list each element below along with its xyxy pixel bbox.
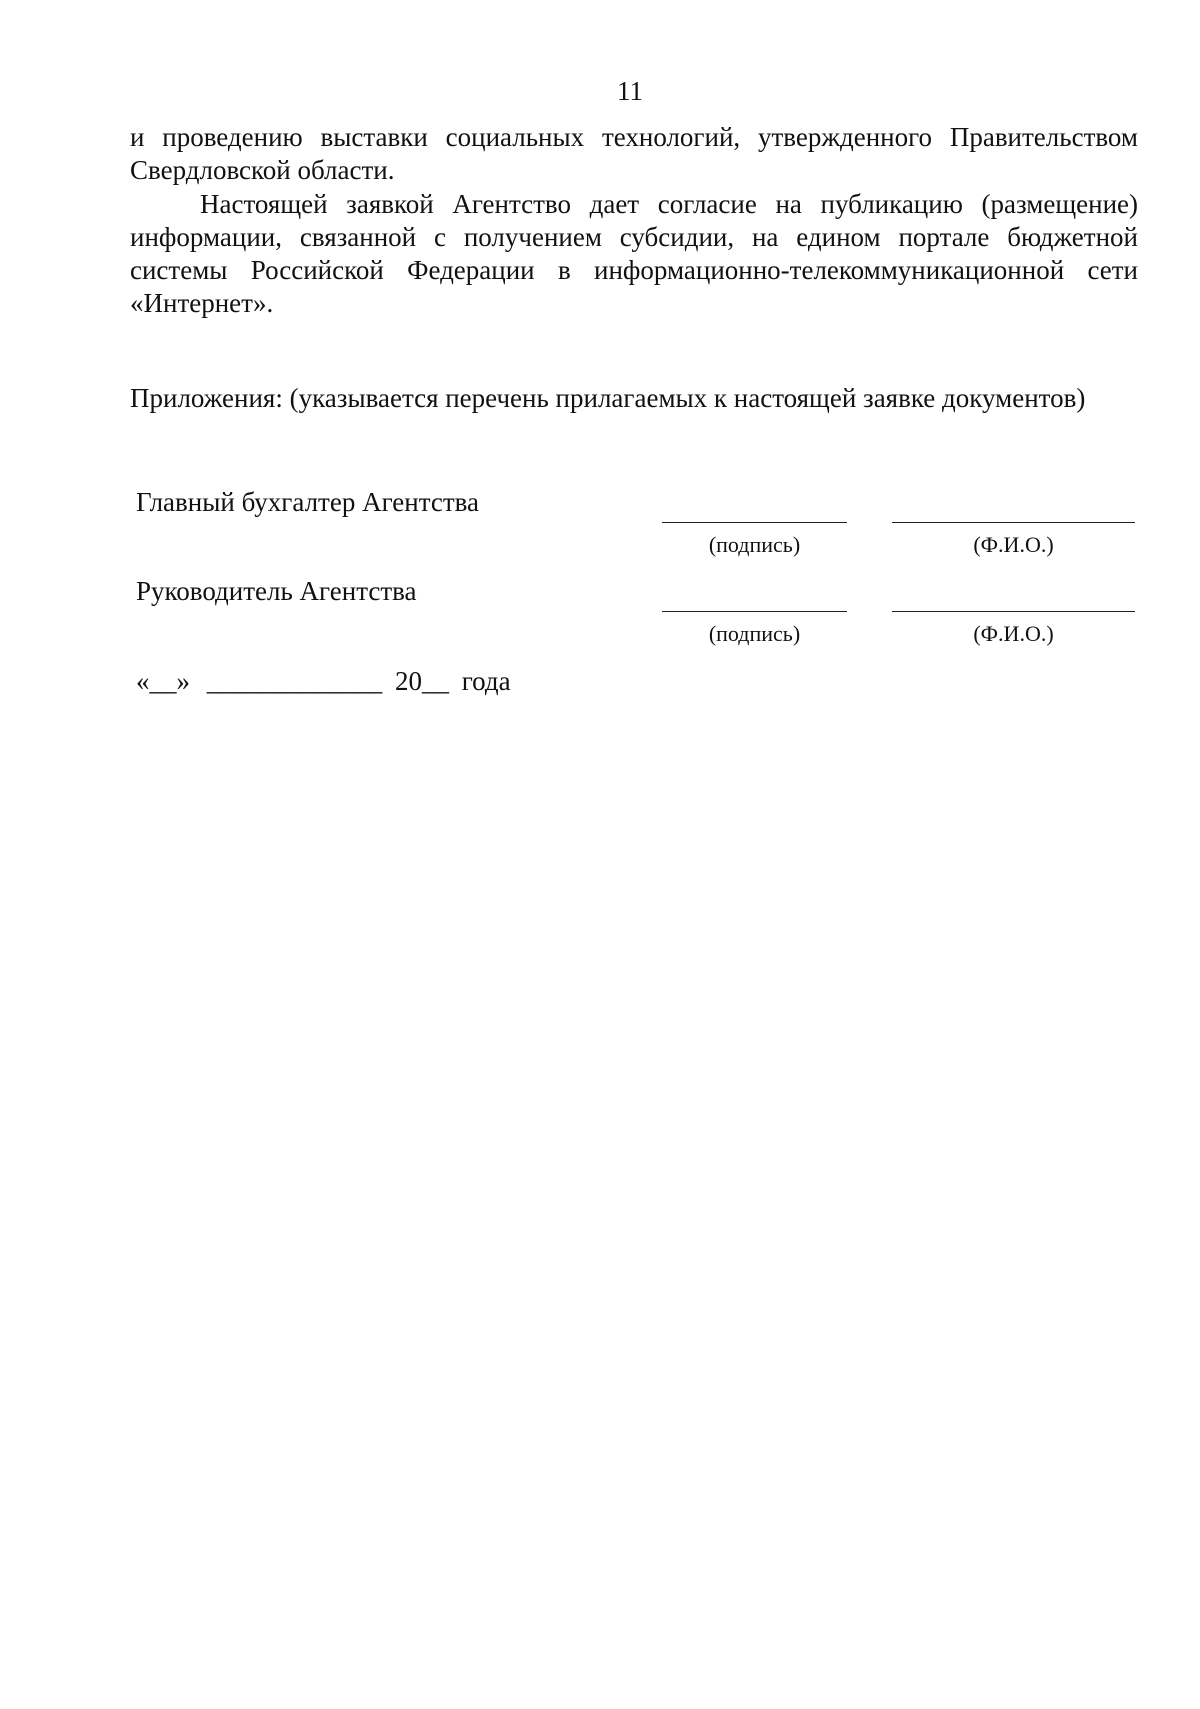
signature-caption-1: (подпись) [708, 532, 801, 557]
date-year: 20__ [395, 666, 449, 696]
signature-label-chief-accountant: Главный бухгалтер Агентства [136, 487, 480, 517]
signature-label-head: Руководитель Агентства [136, 576, 417, 606]
signature-line-2 [662, 611, 847, 612]
date-line [136, 666, 511, 697]
date-month-blank: _____________ [206, 666, 383, 696]
name-line-2 [892, 611, 1135, 612]
date-day: «__» [136, 666, 190, 696]
date-suffix: года [461, 666, 511, 696]
signature-line-1 [662, 522, 847, 523]
name-caption-1: (Ф.И.О.) [973, 532, 1054, 557]
name-caption-2: (Ф.И.О.) [973, 621, 1054, 646]
signature-caption-2: (подпись) [708, 621, 801, 646]
paragraph-continuation: и проведению выставки социальных технологий, утвержденного Правительством Свердловской области. [130, 122, 1138, 185]
page-number: 11 [617, 76, 643, 106]
paragraph-consent: Настоящей заявкой Агентство дает согласие на публикацию (размещение) информации, связанной с получением субсидии, на едином портале бюджетной системы Российской Федерации в информационно-телекоммуникационной сети «Интернет». [130, 189, 1138, 318]
name-line-1 [892, 522, 1135, 523]
appendix-note: Приложения: (указывается перечень прилагаемых к настоящей заявке документов) [130, 383, 1086, 413]
